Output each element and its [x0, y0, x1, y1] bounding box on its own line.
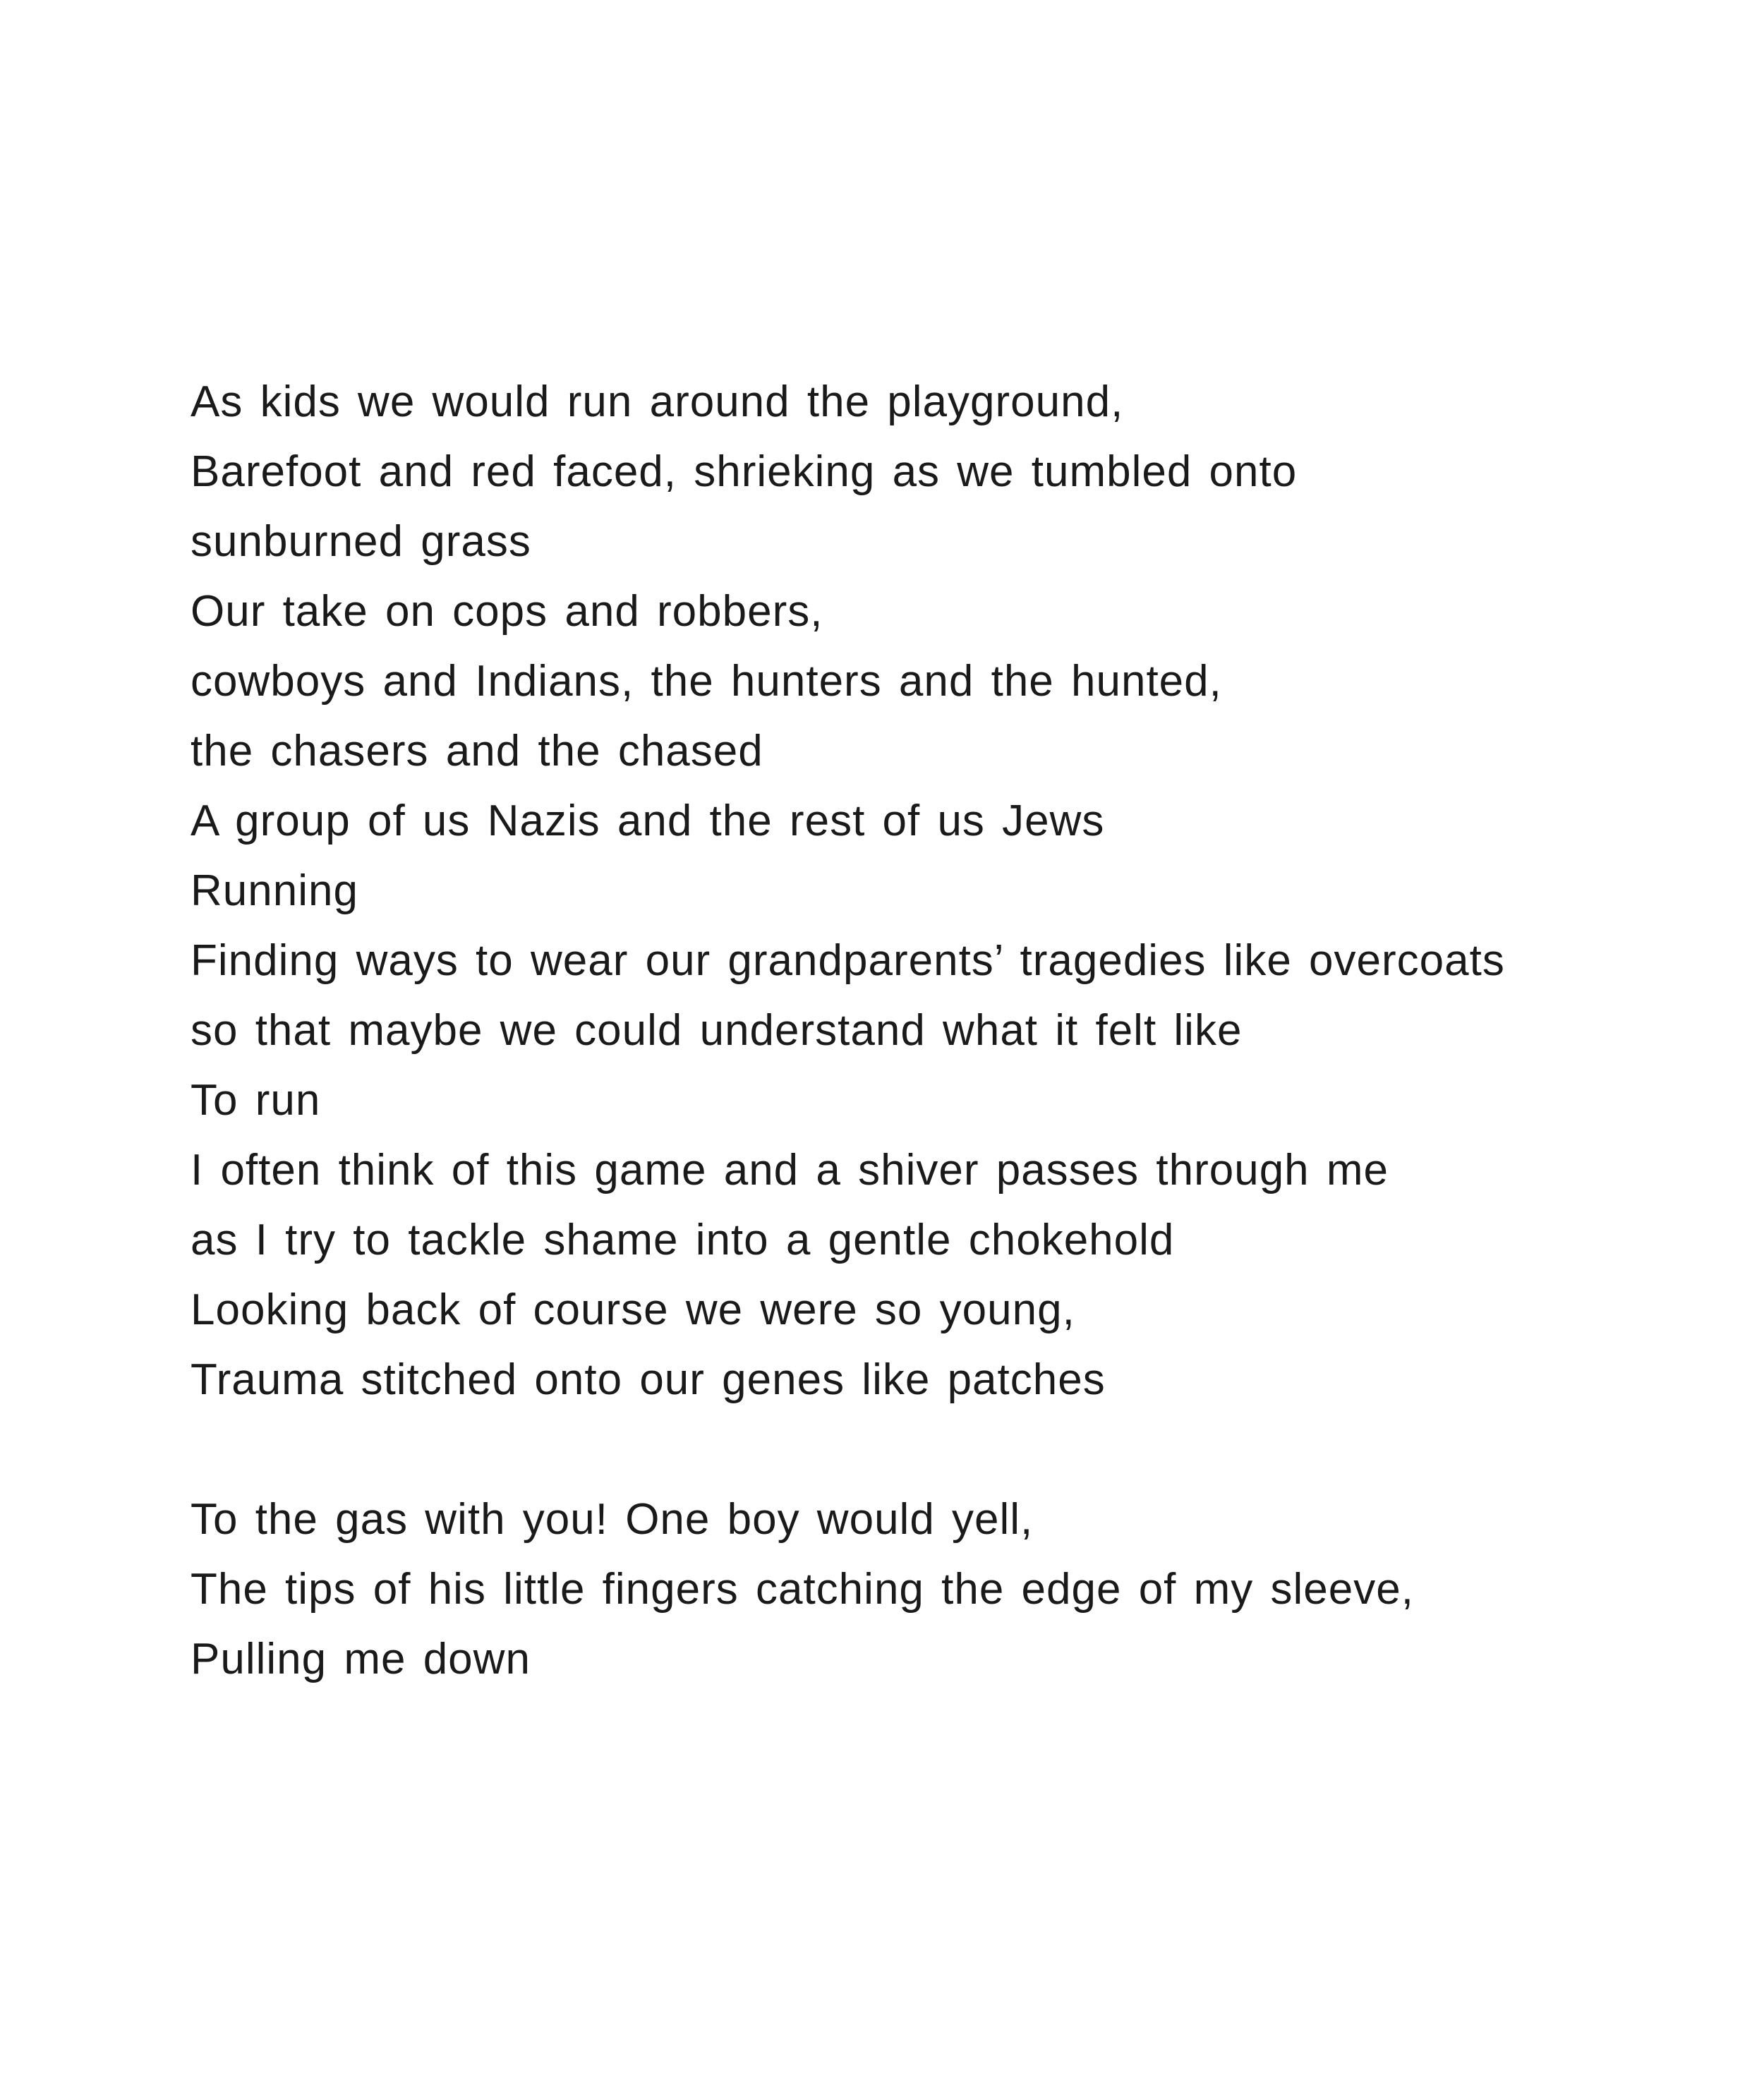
poem-line: as I try to tackle shame into a gentle chokehold — [191, 1216, 1175, 1264]
poem-line: Looking back of course we were so young, — [191, 1285, 1075, 1334]
poem-line: A group of us Nazis and the rest of us Jews — [191, 797, 1105, 845]
poem-line: Trauma stitched onto our genes like patches — [191, 1355, 1106, 1404]
poem-body — [191, 367, 1602, 1694]
poem-line: I often think of this game and a shiver passes through me — [191, 1146, 1389, 1194]
poem-line: Pulling me down — [191, 1635, 531, 1683]
poem-line: the chasers and the chased — [191, 727, 763, 775]
poem-line: cowboys and Indians, the hunters and the hunted, — [191, 657, 1222, 706]
poem-line: sunburned grass — [191, 517, 531, 566]
stanza-1 — [191, 367, 1602, 1415]
poem-line: To run — [191, 1076, 321, 1125]
poem-line: To the gas with you! One boy would yell, — [191, 1495, 1034, 1544]
poem-line: Our take on cops and robbers, — [191, 587, 823, 636]
poem-line: Running — [191, 866, 358, 915]
stanza-2 — [191, 1484, 1602, 1694]
poem-line: As kids we would run around the playground, — [191, 377, 1124, 426]
poem-line: Barefoot and red faced, shrieking as we tumbled onto — [191, 447, 1298, 496]
poem-line: Finding ways to wear our grandparents’ tragedies like overcoats — [191, 936, 1505, 985]
poem-line: The tips of his little fingers catching the edge of my sleeve, — [191, 1565, 1414, 1614]
poem-line: so that maybe we could understand what it felt like — [191, 1006, 1243, 1055]
